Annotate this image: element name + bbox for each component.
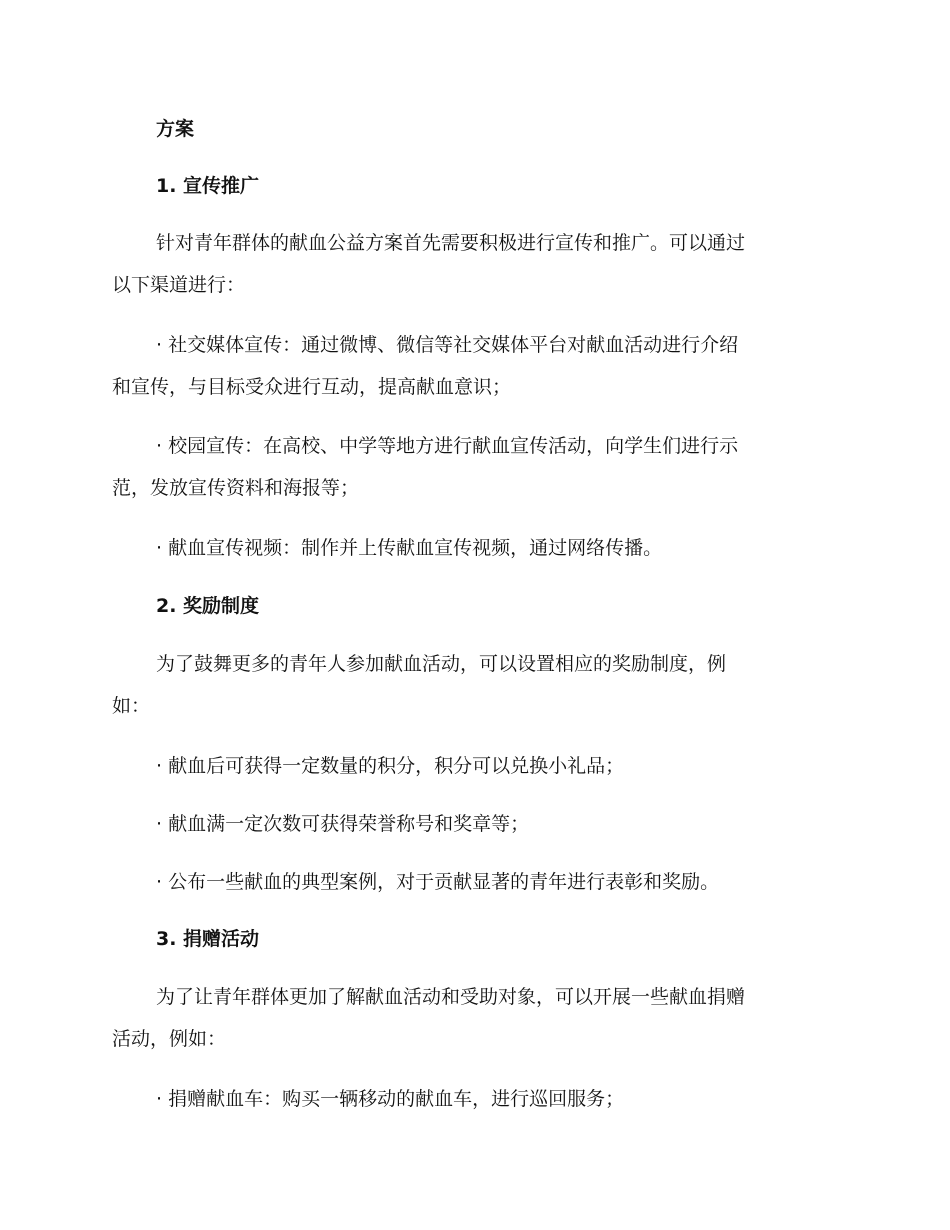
bullet-1-1: · 社交媒体宣传：通过微博、微信等社交媒体平台对献血活动进行介绍 和宣传，与目标受众进行互动，提高献血意识； (112, 334, 739, 398)
section-intro-1: 针对青年群体的献血公益方案首先需要积极进行宣传和推广。可以通过 以下渠道进行： (112, 232, 746, 296)
document-title: 方案 (156, 118, 195, 140)
section-heading-1: 1. 宣传推广 (156, 175, 260, 197)
section-heading-3: 3. 捐赠活动 (156, 928, 260, 950)
bullet-3-1: · 捐赠献血车：购买一辆移动的献血车，进行巡回服务； (156, 1088, 625, 1110)
section-intro-2: 为了鼓舞更多的青年人参加献血活动，可以设置相应的奖励制度，例 如： (112, 653, 727, 717)
bullet-2-1: · 献血后可获得一定数量的积分，积分可以兑换小礼品； (156, 755, 625, 777)
bullet-1-2: · 校园宣传：在高校、中学等地方进行献血宣传活动，向学生们进行示 范，发放宣传资料和海报等； (112, 435, 739, 499)
bullet-2-3: · 公布一些献血的典型案例，对于贡献显著的青年进行表彰和奖励。 (156, 871, 720, 893)
section-intro-3: 为了让青年群体更加了解献血活动和受助对象，可以开展一些献血捐赠 活动，例如： (112, 986, 746, 1050)
section-heading-2: 2. 奖励制度 (156, 595, 260, 617)
bullet-2-2: · 献血满一定次数可获得荣誉称号和奖章等； (156, 813, 530, 835)
bullet-1-3: · 献血宣传视频：制作并上传献血宣传视频，通过网络传播。 (156, 537, 663, 559)
